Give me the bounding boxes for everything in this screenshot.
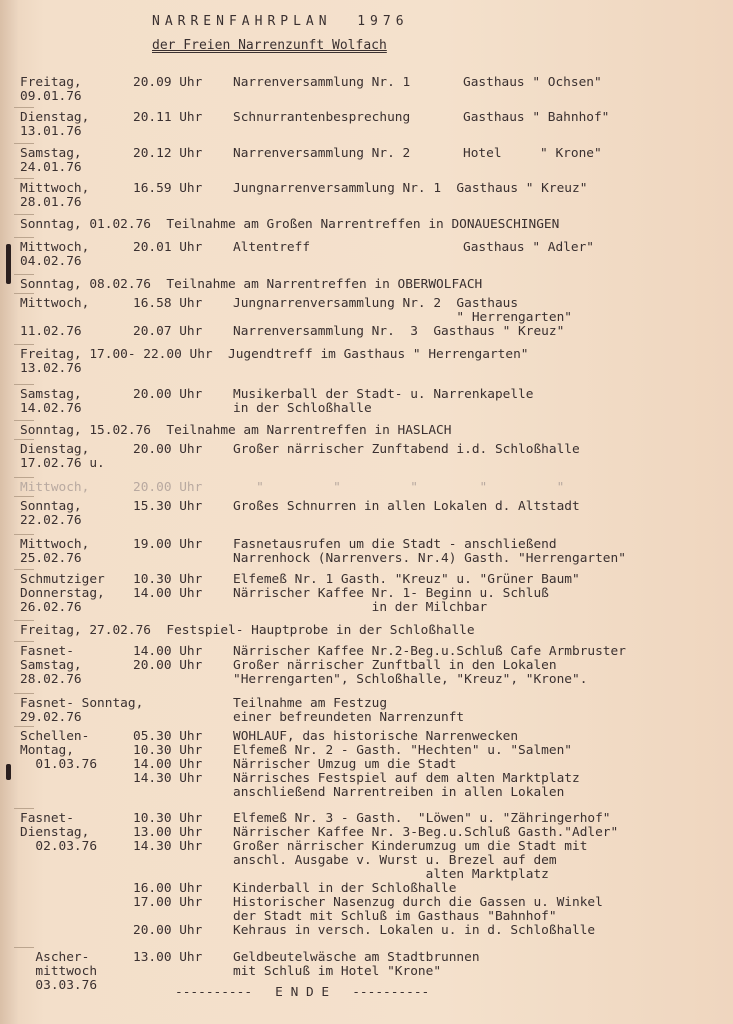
entry-description: Kehraus in versch. Lokalen u. in d. Schloßhalle: [233, 923, 596, 938]
entry-separator: [14, 620, 34, 621]
entry-day: 14.02.76: [20, 401, 82, 416]
schedule-line: Freitag, 27.02.76 Festspiel- Hauptprobe in der Schloßhalle: [20, 623, 475, 638]
entry-venue: Gasthaus " Adler": [463, 240, 594, 255]
entry-day: 04.02.76: [20, 254, 82, 269]
entry-description: Närrischer Kaffee Nr.2-Beg.u.Schluß Cafe Armbruster: [233, 644, 626, 659]
entry-description: Närrischer Kaffee Nr. 1- Beginn u. Schluß: [233, 586, 549, 601]
entry-day: Mittwoch,: [20, 296, 90, 311]
binder-hole-mark: [6, 244, 11, 284]
entry-time: 16.00 Uhr: [133, 881, 203, 896]
entry-day: Fasnet-: [20, 811, 74, 826]
entry-day: Dienstag,: [20, 110, 90, 125]
entry-description: Großer närrischer Zunftabend i.d. Schloßhalle: [233, 442, 580, 457]
entry-time: 20.07 Uhr: [133, 324, 203, 339]
entry-time: 13.00 Uhr: [133, 825, 203, 840]
end-marker: ---------- E N D E ----------: [175, 985, 430, 1000]
entry-description: Großer närrischer Zunftball in den Lokalen: [233, 658, 557, 673]
entry-description: anschließend Narrentreiben in allen Lokalen: [233, 785, 565, 800]
entry-description: Musikerball der Stadt- u. Narrenkapelle: [233, 387, 534, 402]
entry-day: 28.02.76: [20, 672, 82, 687]
page-title: NARRENFAHRPLAN 1976: [152, 14, 409, 29]
entry-day: 26.02.76: [20, 600, 82, 615]
entry-description: Schnurrantenbesprechung: [233, 110, 411, 125]
paper-left-edge: [0, 0, 18, 1024]
entry-time: 20.11 Uhr: [133, 110, 203, 125]
entry-separator: [14, 534, 34, 535]
entry-description: Elfemeß Nr. 2 - Gasth. "Hechten" u. "Salmen": [233, 743, 572, 758]
entry-time: 20.12 Uhr: [133, 146, 203, 161]
entry-day: mittwoch: [20, 964, 98, 979]
entry-time: 14.00 Uhr: [133, 586, 203, 601]
page-subtitle: der Freien Narrenzunft Wolfach: [152, 38, 387, 53]
entry-description: Jungnarrenversammlung Nr. 2 Gasthaus: [233, 296, 519, 311]
entry-time: 14.30 Uhr: [133, 839, 203, 854]
entry-separator: [14, 384, 34, 385]
entry-time: 17.00 Uhr: [133, 895, 203, 910]
entry-time: 20.00 Uhr: [133, 387, 203, 402]
entry-day: 01.03.76: [20, 757, 98, 772]
entry-description: mit Schluß im Hotel "Krone": [233, 964, 442, 979]
entry-separator: [14, 641, 34, 642]
entry-description: Teilnahme am Festzug: [233, 696, 388, 711]
entry-time: 14.00 Uhr: [133, 757, 203, 772]
entry-time: 10.30 Uhr: [133, 743, 203, 758]
entry-description: Historischer Nasenzug durch die Gassen u. Winkel: [233, 895, 603, 910]
entry-day: Freitag,: [20, 75, 82, 90]
entry-day: Mittwoch,: [20, 181, 90, 196]
entry-time: 14.30 Uhr: [133, 771, 203, 786]
entry-time: 15.30 Uhr: [133, 499, 203, 514]
entry-time: 10.30 Uhr: [133, 811, 203, 826]
entry-separator: [14, 214, 34, 215]
schedule-line: Sonntag, 15.02.76 Teilnahme am Narrentreffen in HASLACH: [20, 423, 452, 438]
entry-description: WOHLAUF, das historische Narrenwecken: [233, 729, 519, 744]
entry-time: 20.09 Uhr: [133, 75, 203, 90]
entry-description: Fasnetausrufen um die Stadt - anschließend: [233, 537, 557, 552]
entry-day: Sonntag,: [20, 499, 82, 514]
entry-day: Ascher-: [20, 950, 90, 965]
entry-separator: [14, 808, 34, 809]
entry-separator: [14, 439, 34, 440]
entry-day: Mittwoch,: [20, 537, 90, 552]
entry-day: 17.02.76 u.: [20, 456, 105, 471]
entry-day: Donnerstag,: [20, 586, 105, 601]
entry-day: 13.01.76: [20, 124, 82, 139]
entry-day: 11.02.76: [20, 324, 82, 339]
entry-description: Großes Schnurren in allen Lokalen d. Altstadt: [233, 499, 580, 514]
entry-day: Montag,: [20, 743, 74, 758]
entry-time: 20.01 Uhr: [133, 240, 203, 255]
entry-day: 03.03.76: [20, 978, 98, 993]
entry-day: Dienstag,: [20, 825, 90, 840]
entry-description: Narrenhock (Narrenvers. Nr.4) Gasth. "Herrengarten": [233, 551, 626, 566]
entry-day: 25.02.76: [20, 551, 82, 566]
entry-day: 24.01.76: [20, 160, 82, 175]
entry-day: 29.02.76: [20, 710, 82, 725]
entry-separator: [14, 726, 34, 727]
entry-separator: [14, 420, 34, 421]
entry-day: 28.01.76: [20, 195, 82, 210]
entry-description: Elfemeß Nr. 3 - Gasth. "Löwen" u. "Zähringerhof": [233, 811, 611, 826]
entry-separator: [14, 237, 34, 238]
entry-separator: [14, 496, 34, 497]
entry-separator: [14, 569, 34, 570]
schedule-line: Freitag, 17.00- 22.00 Uhr Jugendtreff im Gasthaus " Herrengarten": [20, 347, 529, 362]
entry-day: Fasnet- Sonntag,: [20, 696, 144, 711]
entry-venue: Hotel " Krone": [463, 146, 602, 161]
entry-time: 10.30 Uhr: [133, 572, 203, 587]
entry-day: Samstag,: [20, 387, 82, 402]
entry-separator: [14, 178, 34, 179]
entry-description: Elfemeß Nr. 1 Gasth. "Kreuz" u. "Grüner Baum": [233, 572, 580, 587]
entry-day: Samstag,: [20, 658, 82, 673]
entry-time: 20.00 Uhr: [133, 480, 203, 495]
schedule-line: Sonntag, 01.02.76 Teilnahme am Großen Narrentreffen in DONAUESCHINGEN: [20, 217, 560, 232]
entry-day: Schellen-: [20, 729, 90, 744]
entry-description: der Stadt mit Schluß im Gasthaus "Bahnhof": [233, 909, 557, 924]
binder-hole-mark: [6, 764, 11, 780]
entry-description: " " " " ": [233, 480, 565, 495]
entry-time: 13.00 Uhr: [133, 950, 203, 965]
entry-day: Dienstag,: [20, 442, 90, 457]
entry-day: 09.01.76: [20, 89, 82, 104]
entry-separator: [14, 143, 34, 144]
entry-time: 20.00 Uhr: [133, 442, 203, 457]
entry-separator: [14, 477, 34, 478]
entry-description: Jungnarrenversammlung Nr. 1 Gasthaus " Kreuz": [233, 181, 588, 196]
entry-time: 20.00 Uhr: [133, 658, 203, 673]
entry-day: 02.03.76: [20, 839, 98, 854]
entry-day: Mittwoch,: [20, 240, 90, 255]
entry-venue: Gasthaus " Bahnhof": [463, 110, 610, 125]
entry-description: Großer närrischer Kinderumzug um die Stadt mit: [233, 839, 588, 854]
entry-time: 05.30 Uhr: [133, 729, 203, 744]
entry-description: Narrenversammlung Nr. 2: [233, 146, 411, 161]
entry-venue: Gasthaus " Ochsen": [463, 75, 602, 90]
entry-time: 19.00 Uhr: [133, 537, 203, 552]
entry-time: 20.00 Uhr: [133, 923, 203, 938]
entry-description: Närrischer Kaffee Nr. 3-Beg.u.Schluß Gasth."Adler": [233, 825, 619, 840]
entry-time: 14.00 Uhr: [133, 644, 203, 659]
entry-description: Kinderball in der Schloßhalle: [233, 881, 457, 896]
entry-description: Närrischer Umzug um die Stadt: [233, 757, 457, 772]
entry-separator: [14, 107, 34, 108]
entry-description: Närrisches Festspiel auf dem alten Marktplatz: [233, 771, 580, 786]
entry-day: 22.02.76: [20, 513, 82, 528]
entry-description: in der Schloßhalle: [233, 401, 372, 416]
entry-description: alten Marktplatz: [233, 867, 549, 882]
entry-separator: [14, 947, 34, 948]
schedule-line: Sonntag, 08.02.76 Teilnahme am Narrentreffen in OBERWOLFACH: [20, 277, 483, 292]
entry-description: anschl. Ausgabe v. Wurst u. Brezel auf dem: [233, 853, 557, 868]
entry-description: "Herrengarten", Schloßhalle, "Kreuz", "Krone".: [233, 672, 588, 687]
entry-description: Geldbeutelwäsche am Stadtbrunnen: [233, 950, 480, 965]
entry-day: Schmutziger: [20, 572, 105, 587]
entry-description: Altentreff: [233, 240, 311, 255]
entry-description: Narrenversammlung Nr. 1: [233, 75, 411, 90]
entry-time: 16.58 Uhr: [133, 296, 203, 311]
entry-separator: [14, 693, 34, 694]
entry-description: Narrenversammlung Nr. 3 Gasthaus " Kreuz": [233, 324, 565, 339]
entry-day: 13.02.76: [20, 361, 82, 376]
entry-day: Fasnet-: [20, 644, 74, 659]
entry-separator: [14, 274, 34, 275]
entry-separator: [14, 344, 34, 345]
entry-description: in der Milchbar: [233, 600, 488, 615]
entry-description: " Herrengarten": [233, 310, 572, 325]
entry-separator: [14, 293, 34, 294]
entry-day: Mittwoch,: [20, 480, 90, 495]
entry-time: 16.59 Uhr: [133, 181, 203, 196]
entry-day: Samstag,: [20, 146, 82, 161]
entry-description: einer befreundeten Narrenzunft: [233, 710, 465, 725]
